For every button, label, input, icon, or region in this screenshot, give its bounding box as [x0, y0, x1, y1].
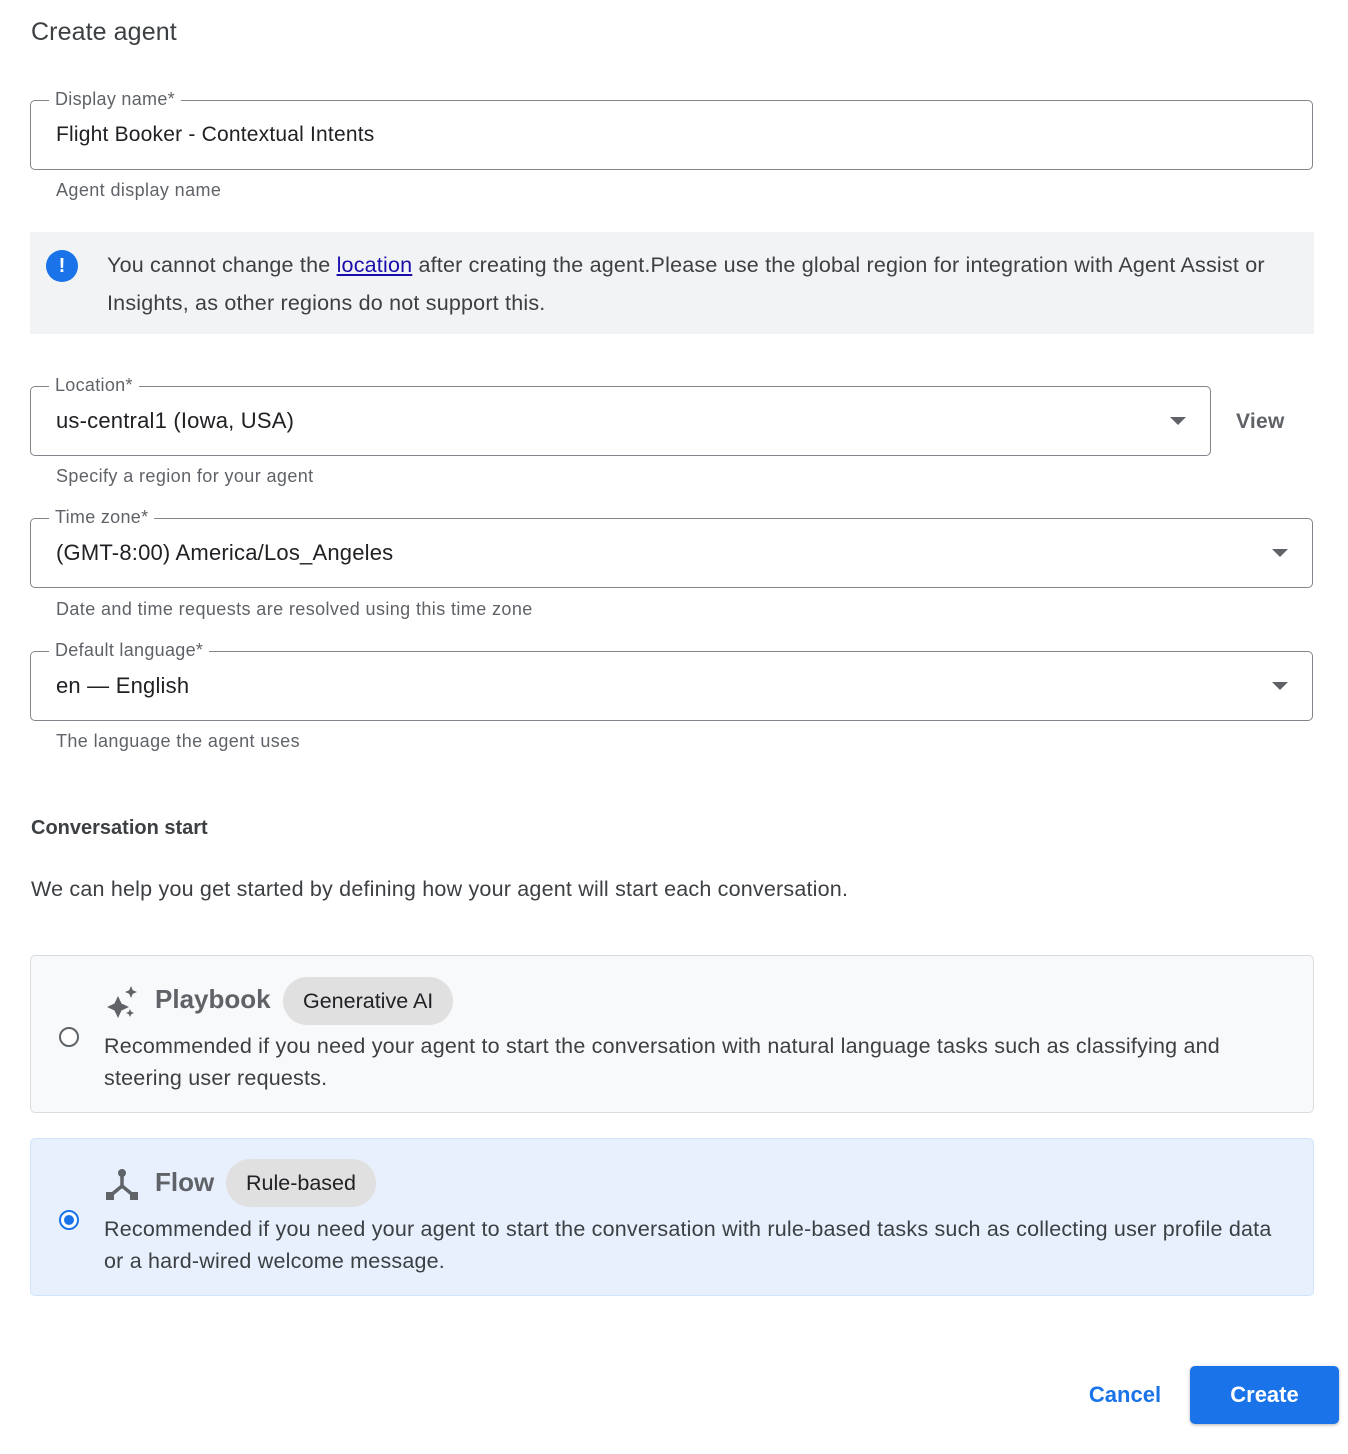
- conversation-start-title: Conversation start: [31, 817, 208, 839]
- chevron-down-icon: [1272, 682, 1288, 690]
- sparkle-icon: [105, 984, 139, 1018]
- time-zone-value: (GMT-8:00) America/Los_Angeles: [56, 540, 394, 565]
- display-name-label: Display name*: [49, 89, 181, 110]
- rule-based-chip: Rule-based: [226, 1159, 376, 1207]
- playbook-description: Recommended if you need your agent to start the conversation with natural language tasks such as classifying and steering user requests.: [104, 1034, 1220, 1090]
- notice-text: You cannot change the location after creating the agent.Please use the global region for integration with Agent Assist or Insights, as other regions do not support this.: [107, 253, 1265, 315]
- time-zone-select[interactable]: [30, 507, 1313, 588]
- time-zone-label: Time zone*: [49, 507, 154, 528]
- flow-icon: [105, 1167, 139, 1201]
- playbook-name: Playbook: [155, 984, 271, 1014]
- location-select[interactable]: [30, 375, 1211, 456]
- time-zone-hint: Date and time requests are resolved using this time zone: [56, 599, 533, 619]
- generative-ai-chip: Generative AI: [283, 977, 453, 1025]
- default-language-select[interactable]: [30, 640, 1313, 721]
- default-language-hint: The language the agent uses: [56, 731, 300, 751]
- option-playbook[interactable]: [30, 955, 1314, 1113]
- view-location-button[interactable]: View: [1236, 410, 1285, 433]
- flow-name: Flow: [155, 1167, 215, 1197]
- chevron-down-icon: [1272, 549, 1288, 557]
- default-language-label: Default language*: [49, 640, 209, 661]
- default-language-value: en — English: [56, 673, 190, 698]
- location-notice: [30, 232, 1314, 334]
- cancel-button[interactable]: Cancel: [1088, 1382, 1162, 1407]
- flow-description: Recommended if you need your agent to start the conversation with rule-based tasks such as collecting user profile data or a hard-wired welcome message.: [104, 1217, 1272, 1273]
- info-icon: !: [46, 250, 78, 282]
- display-name-input[interactable]: Flight Booker - Contextual Intents: [56, 123, 375, 146]
- location-value: us-central1 (Iowa, USA): [56, 408, 295, 433]
- location-link[interactable]: location: [336, 253, 413, 277]
- conversation-start-description: We can help you get started by defining how your agent will start each conversation.: [31, 877, 849, 901]
- page-title: Create agent: [31, 18, 177, 46]
- create-button[interactable]: Create: [1190, 1366, 1339, 1424]
- chevron-down-icon: [1170, 417, 1186, 425]
- location-hint: Specify a region for your agent: [56, 466, 314, 486]
- location-label: Location*: [49, 375, 139, 396]
- option-flow[interactable]: [30, 1138, 1314, 1296]
- display-name-hint: Agent display name: [56, 180, 222, 200]
- display-name-field[interactable]: [30, 89, 1313, 170]
- flow-radio[interactable]: [59, 1210, 79, 1230]
- playbook-radio[interactable]: [59, 1027, 79, 1047]
